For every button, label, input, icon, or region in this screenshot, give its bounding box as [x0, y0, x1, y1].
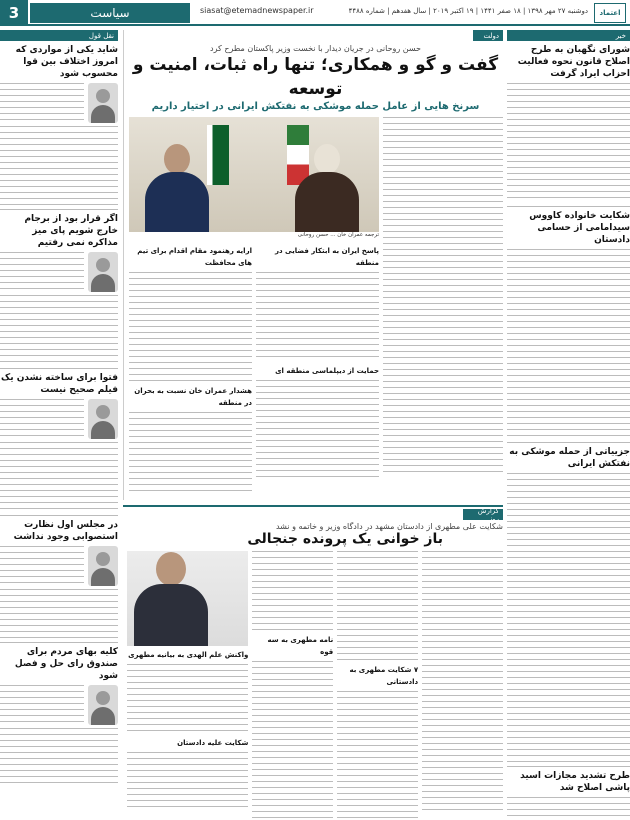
- newspaper-logo: اعتماد: [594, 3, 626, 23]
- right-story-title[interactable]: شکایت خانواده کاووس سیدامامی از حسامی دادستان: [529, 211, 630, 245]
- story-body: [507, 249, 630, 439]
- page-number: 3: [0, 0, 28, 26]
- quote-title[interactable]: کلیه بهای مردم برای صندوق رای حل و فصل شود: [14, 647, 118, 681]
- bottom-story-tag: گزارش روز: [463, 509, 503, 520]
- bottom-subheading: نامه مطهری به سه قوه: [267, 636, 334, 656]
- bottom-photo: [127, 551, 248, 646]
- story-body: [507, 473, 630, 763]
- bottom-story: [123, 505, 503, 820]
- main-story: [123, 30, 503, 500]
- bottom-headline[interactable]: باز خوانی یک پرونده جنجالی: [247, 531, 443, 547]
- main-kicker: حسن روحانی در جریان دیدار با نخست وزیر پاکستان مطرح کرد: [210, 44, 421, 53]
- main-headline[interactable]: گفت و گو و همکاری؛ تنها راه ثبات، امنیت و توسعه: [132, 55, 499, 99]
- quote-title[interactable]: در مجلس اول نظارت استصوابی وجود نداشت: [13, 520, 118, 542]
- main-story-tag: دولت: [473, 30, 503, 41]
- story-body: [507, 797, 630, 820]
- avatar: [88, 83, 118, 123]
- right-news-column: [507, 30, 630, 820]
- quotes-column: [0, 30, 118, 820]
- avatar: [88, 685, 118, 725]
- page-header: [0, 0, 630, 26]
- photo-caption: ترجمه عمران خان ... حسن روحانی: [297, 232, 379, 238]
- issue-date: دوشنبه ۲۷ مهر ۱۳۹۸ | ۱۸ صفر ۱۴۴۱ | ۱۹ اکتبر ۲۰۱۹ | سال هفدهم | شماره ۴۴۸۸: [348, 7, 588, 15]
- bottom-subheading: شکایت علیه دادستان: [177, 739, 249, 747]
- avatar: [88, 252, 118, 292]
- story-body: [507, 83, 630, 203]
- bottom-kicker: شکایت علی مطهری از دادستان مشهد در دادگاه وزیر و خاتمه و نشد: [275, 522, 503, 531]
- quotes-tag: نقل قول: [0, 30, 118, 41]
- avatar: [88, 546, 118, 586]
- main-subhead: سرنخ هایی از عامل حمله موشکی به نفتکش ایرانی در اختیار داریم: [151, 101, 480, 112]
- quote-title[interactable]: شاید یکی از مواردی که امروز اختلاف بین قوا محسوب شود: [15, 45, 118, 79]
- story-body: [383, 117, 503, 477]
- main-photo: [129, 117, 379, 232]
- right-column-tag: خبر: [507, 30, 630, 41]
- main-subheading: حمایت از دیپلماسی منطقه ای: [275, 367, 379, 375]
- section-email[interactable]: siasat@etemadnewspaper.ir: [200, 6, 314, 15]
- section-title: سیاست: [30, 3, 190, 23]
- bottom-subheading: واکنش علم الهدی به بیانیه مطهری: [128, 651, 249, 659]
- main-subheading: ارایه رهنمود مقام اقدام برای تیم های محافظت: [137, 247, 252, 267]
- right-story-title[interactable]: طرح تشدید مجازات اسید پاشی اصلاح شد: [520, 771, 630, 793]
- main-subheading: پاسخ ایران به ابتکار فضایی در منطقه: [274, 247, 379, 267]
- main-subheading: هشدار عمران خان نسبت به بحران در منطقه: [134, 387, 252, 407]
- right-story-title[interactable]: جزییاتی از حمله موشکی به نفتکش ایرانی: [509, 447, 630, 469]
- quote-title[interactable]: اگر قرار بود از برجام خارج شویم پای میز مذاکره نمی رفتیم: [24, 214, 118, 248]
- right-story-title[interactable]: شورای نگهبان به طرح اصلاح قانون نحوه فعالیت احزاب ایراد گرفت: [517, 45, 630, 79]
- avatar: [88, 399, 118, 439]
- bottom-subheading: ۷ شکایت مطهری به دادستانی: [349, 666, 419, 686]
- quote-title[interactable]: فتوا برای ساخته نشدن یک فیلم صحیح نیست: [1, 373, 118, 395]
